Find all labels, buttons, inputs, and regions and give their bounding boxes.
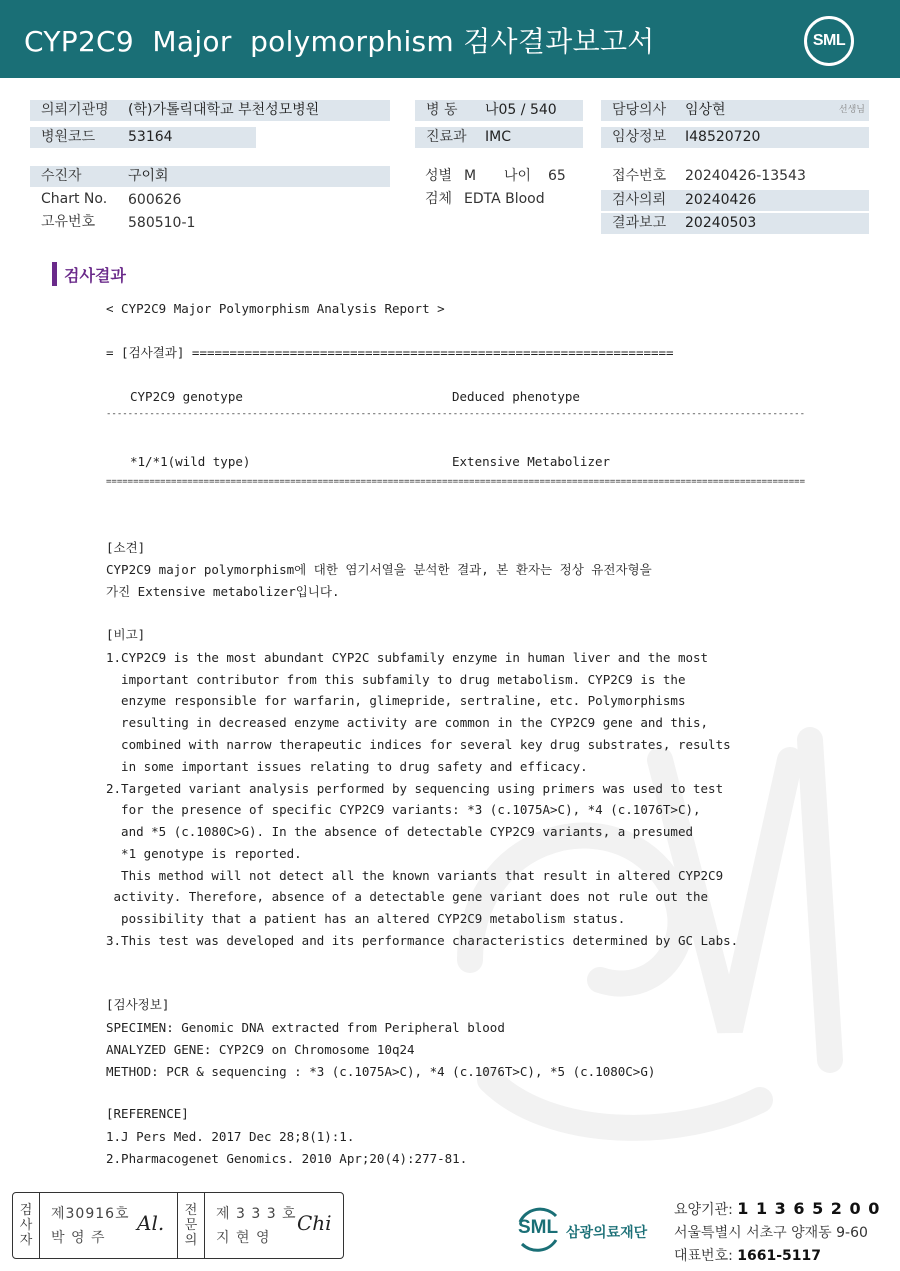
note-line: and *5 (c.1080C>G). In the absence of detectable CYP2C9 variants, a presumed: [106, 824, 693, 839]
doctor-value: 임상현: [685, 102, 726, 118]
sig-divider: [204, 1193, 205, 1258]
care-institution: [674, 1199, 880, 1219]
sml-logo: SML: [804, 16, 854, 66]
note-line: important contributor from this subfamily to drug metabolism. CYP2C9 is the: [106, 672, 686, 687]
note-line: in some important issues relating to drug safety and efficacy.: [106, 759, 588, 774]
doctor-suffix: 선생님: [838, 105, 865, 115]
unique-no-label: 고유번호: [41, 214, 96, 230]
eq-rule: =================================================================================================================================: [106, 477, 805, 487]
care-value: 1 1 3 6 5 2 0 0: [737, 1199, 881, 1218]
request-label: 검사의뢰: [612, 192, 667, 208]
note-line: 3.This test was developed and its performance characteristics determined by GC Labs.: [106, 933, 739, 948]
reference-title: [REFERENCE]: [106, 1106, 189, 1121]
examiner-label-text: 검 사 자: [19, 1203, 33, 1248]
sex-value: M: [464, 168, 477, 184]
page-title: CYP2C9 Major polymorphism 검사결과보고서: [24, 25, 655, 58]
note-line: *1 genotype is reported.: [106, 846, 302, 861]
finding-line: CYP2C9 major polymorphism에 대한 염기서열을 분석한 결과, 본 환자는 정상 유전자형을: [106, 562, 652, 577]
sml-foundation-logo: [512, 1200, 564, 1258]
patient-value: 구이회: [128, 168, 169, 184]
receipt-value: 20240426-13543: [685, 168, 806, 184]
test-info-line: METHOD: PCR & sequencing : *3 (c.1075A>C), *4 (c.1076T>C), *5 (c.1080C>G): [106, 1064, 656, 1079]
note-line: combined with narrow therapeutic indices for several key drug substrates, results: [106, 737, 731, 752]
test-info-line: ANALYZED GENE: CYP2C9 on Chromosome 10q24: [106, 1042, 415, 1057]
note-line: possibility that a patient has an altered CYP2C9 metabolism status.: [106, 911, 626, 926]
specialist-label-text: 전 문 의: [184, 1203, 198, 1248]
test-info-line: SPECIMEN: Genomic DNA extracted from Peripheral blood: [106, 1020, 505, 1035]
receipt-label: 접수번호: [612, 168, 667, 184]
hospital-code-field: [30, 127, 256, 148]
finding-title: [소견]: [106, 540, 146, 555]
genotype-value: *1/*1(wild type): [130, 454, 251, 469]
dash-rule: ---------------------------------------------------------------------------------------------------------------------------------: [106, 409, 805, 419]
institution-field: [30, 100, 390, 121]
ward-value: 나05 / 540: [485, 102, 557, 118]
note-line: for the presence of specific CYP2C9 variants: *3 (c.1075A>C), *4 (c.1076T>C),: [106, 802, 701, 817]
phone: [674, 1245, 821, 1265]
examiner-label: [13, 1193, 39, 1258]
phenotype-value: Extensive Metabolizer: [452, 454, 611, 469]
specialist-signature: Chi: [297, 1211, 332, 1235]
report-date-value: 20240503: [685, 215, 757, 231]
result-header: = [검사결과] ================================================================: [106, 345, 674, 360]
institution-label: 의뢰기관명: [41, 102, 109, 118]
ward-label: 병 동: [426, 102, 458, 118]
phone-label: 대표번호:: [674, 1248, 738, 1264]
ward-field: [415, 100, 583, 121]
note-line: activity. Therefore, absence of a detectable gene variant does not rule out the: [106, 889, 709, 904]
hospital-code-value: 53164: [128, 129, 173, 145]
chart-no-label: Chart No.: [41, 191, 108, 207]
note-line: 1.CYP2C9 is the most abundant CYP2C subfamily enzyme in human liver and the most: [106, 650, 709, 665]
doctor-field: [601, 100, 869, 121]
section-accent-bar: [52, 262, 57, 286]
request-field: [601, 190, 869, 211]
specialist-name: 지 현 영: [216, 1230, 271, 1246]
header-bar: [0, 0, 900, 78]
brand-logo-text: SML: [517, 1217, 559, 1238]
specialist-number: 제 3 3 3 호: [216, 1206, 297, 1222]
dept-field: [415, 127, 583, 148]
section-title: 검사결과: [64, 266, 126, 285]
specialist-label: [178, 1193, 204, 1258]
care-label: 요양기관:: [674, 1202, 738, 1218]
signature-box: [12, 1192, 344, 1259]
report-heading: < CYP2C9 Major Polymorphism Analysis Report >: [106, 301, 445, 316]
examiner-name: 박 영 주: [51, 1230, 106, 1246]
specimen-label: 검체: [425, 191, 453, 207]
address: 서울특별시 서초구 양재동 9-60: [674, 1225, 868, 1241]
examiner-signature: Al.: [137, 1211, 165, 1235]
reference-line: 2.Pharmacogenet Genomics. 2010 Apr;20(4):277-81.: [106, 1151, 468, 1166]
sex-label: 성별: [425, 168, 453, 184]
report-date-label: 결과보고: [612, 215, 667, 231]
age-label: 나이: [504, 168, 532, 184]
examiner-number: 제30916호: [51, 1206, 130, 1222]
test-info-title: [검사정보]: [106, 997, 170, 1012]
doctor-label: 담당의사: [612, 102, 667, 118]
finding-line: 가진 Extensive metabolizer입니다.: [106, 584, 340, 599]
clinical-info-value: I48520720: [685, 129, 761, 145]
patient-label: 수진자: [41, 168, 82, 184]
phone-value: 1661-5117: [737, 1248, 822, 1264]
note-line: resulting in decreased enzyme activity are common in the CYP2C9 gene and this,: [106, 715, 709, 730]
sig-divider: [39, 1193, 40, 1258]
note-line: 2.Targeted variant analysis performed by sequencing using primers was used to test: [106, 781, 724, 796]
col-genotype: CYP2C9 genotype: [130, 389, 243, 404]
age-value: 65: [548, 168, 566, 184]
note-line: enzyme responsible for warfarin, glimepride, sertraline, etc. Polymorphisms: [106, 693, 686, 708]
note-title: [비고]: [106, 627, 146, 642]
hospital-code-label: 병원코드: [41, 129, 96, 145]
specimen-value: EDTA Blood: [464, 191, 545, 207]
report-date-field: [601, 213, 869, 234]
reference-line: 1.J Pers Med. 2017 Dec 28;8(1):1.: [106, 1129, 355, 1144]
clinical-info-label: 임상정보: [612, 129, 667, 145]
note-line: This method will not detect all the known variants that result in altered CYP2C9: [106, 868, 724, 883]
unique-no-value: 580510-1: [128, 215, 196, 231]
chart-no-value: 600626: [128, 192, 182, 208]
dept-label: 진료과: [426, 129, 467, 145]
clinical-info-field: [601, 127, 869, 148]
request-value: 20240426: [685, 192, 757, 208]
patient-field: [30, 166, 390, 187]
brand-name: 삼광의료재단: [566, 1225, 648, 1241]
dept-value: IMC: [485, 129, 511, 145]
col-phenotype: Deduced phenotype: [452, 389, 580, 404]
institution-value: (학)가톨릭대학교 부천성모병원: [128, 102, 320, 118]
